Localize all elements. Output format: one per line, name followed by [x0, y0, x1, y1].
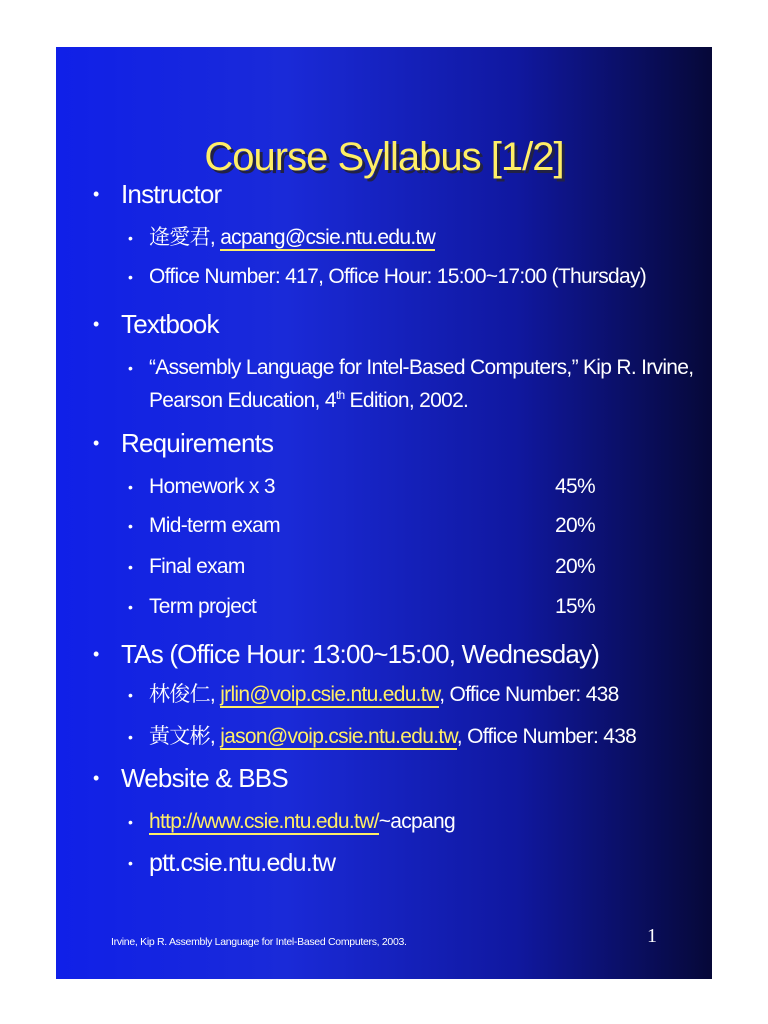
bullet-icon: • [128, 687, 133, 703]
bullet-icon: • [93, 184, 100, 204]
textbook-edition: Edition, 2002. [344, 389, 469, 412]
bullet-icon: • [128, 269, 133, 285]
textbook-publisher: Pearson Education, 4 [149, 389, 336, 412]
website-link[interactable]: http://www.csie.ntu.edu.tw/ [149, 810, 379, 833]
bullet-icon: • [128, 559, 133, 575]
bullet-icon: • [128, 729, 133, 745]
requirement-label: Final exam [149, 555, 245, 578]
ta-email-link[interactable]: jrlin@voip.csie.ntu.edu.tw [220, 683, 440, 706]
requirement-label: Term project [149, 595, 257, 618]
bullet-icon: • [128, 360, 133, 376]
bullet-icon: • [93, 433, 100, 453]
instructor-office: Office Number: 417, Office Hour: 15:00~17:00 (Thursday) [149, 265, 647, 288]
instructor-email-link[interactable]: acpang@csie.ntu.edu.tw [220, 226, 436, 249]
tas-heading: TAs (Office Hour: 13:00~15:00, Wednesday) [121, 639, 600, 669]
slide-title: Course Syllabus [1/2] [204, 135, 564, 179]
bullet-icon: • [93, 768, 100, 788]
bullet-icon: • [93, 644, 100, 664]
instructor-name: 逄愛君 [149, 226, 210, 249]
slide-footer: Irvine, Kip R. Assembly Language for Intel-Based Computers, 2003. [111, 936, 407, 948]
textbook-line-1: “Assembly Language for Intel-Based Computers,” Kip R. Irvine, [149, 356, 694, 379]
bullet-icon: • [93, 314, 100, 334]
requirement-weight: 20% [555, 555, 595, 578]
ta-office: , Office Number: 438 [456, 725, 637, 748]
instructor-contact [149, 227, 435, 248]
ta-entry: 黃文彬, jason@voip.csie.ntu.edu.tw, Office Number: 438 [149, 725, 637, 748]
ta-office: , Office Number: 438 [439, 683, 619, 706]
ta-email-link[interactable]: jason@voip.csie.ntu.edu.tw [220, 725, 457, 748]
bullet-icon: • [128, 479, 133, 495]
bullet-icon: • [128, 230, 133, 246]
page-number: 1 [647, 925, 657, 947]
bullet-icon: • [128, 814, 133, 830]
website-heading: Website & BBS [121, 763, 288, 793]
textbook-heading: Textbook [121, 309, 219, 339]
requirement-weight: 45% [555, 475, 595, 498]
requirement-label: Homework x 3 [149, 475, 275, 498]
website-url-rest: ~acpang [378, 810, 455, 833]
bullet-icon: • [128, 855, 133, 871]
separator: , [209, 226, 221, 249]
bbs-address: ptt.csie.ntu.edu.tw [149, 849, 336, 877]
website-url [149, 811, 455, 832]
ta-name: 黃文彬 [149, 725, 210, 748]
bullet-icon: • [128, 518, 133, 534]
requirements-heading: Requirements [121, 428, 274, 458]
bullet-icon: • [128, 599, 133, 615]
instructor-heading: Instructor [121, 179, 222, 209]
requirement-weight: 15% [555, 595, 595, 618]
requirement-label: Mid-term exam [149, 514, 280, 537]
edition-superscript: th [335, 388, 345, 402]
ta-name: 林俊仁 [149, 683, 210, 706]
ta-entry: 林俊仁, jrlin@voip.csie.ntu.edu.tw, Office Number: 438 [149, 683, 619, 706]
requirement-weight: 20% [555, 514, 595, 537]
textbook-line-2 [149, 390, 468, 411]
slide [56, 47, 712, 979]
